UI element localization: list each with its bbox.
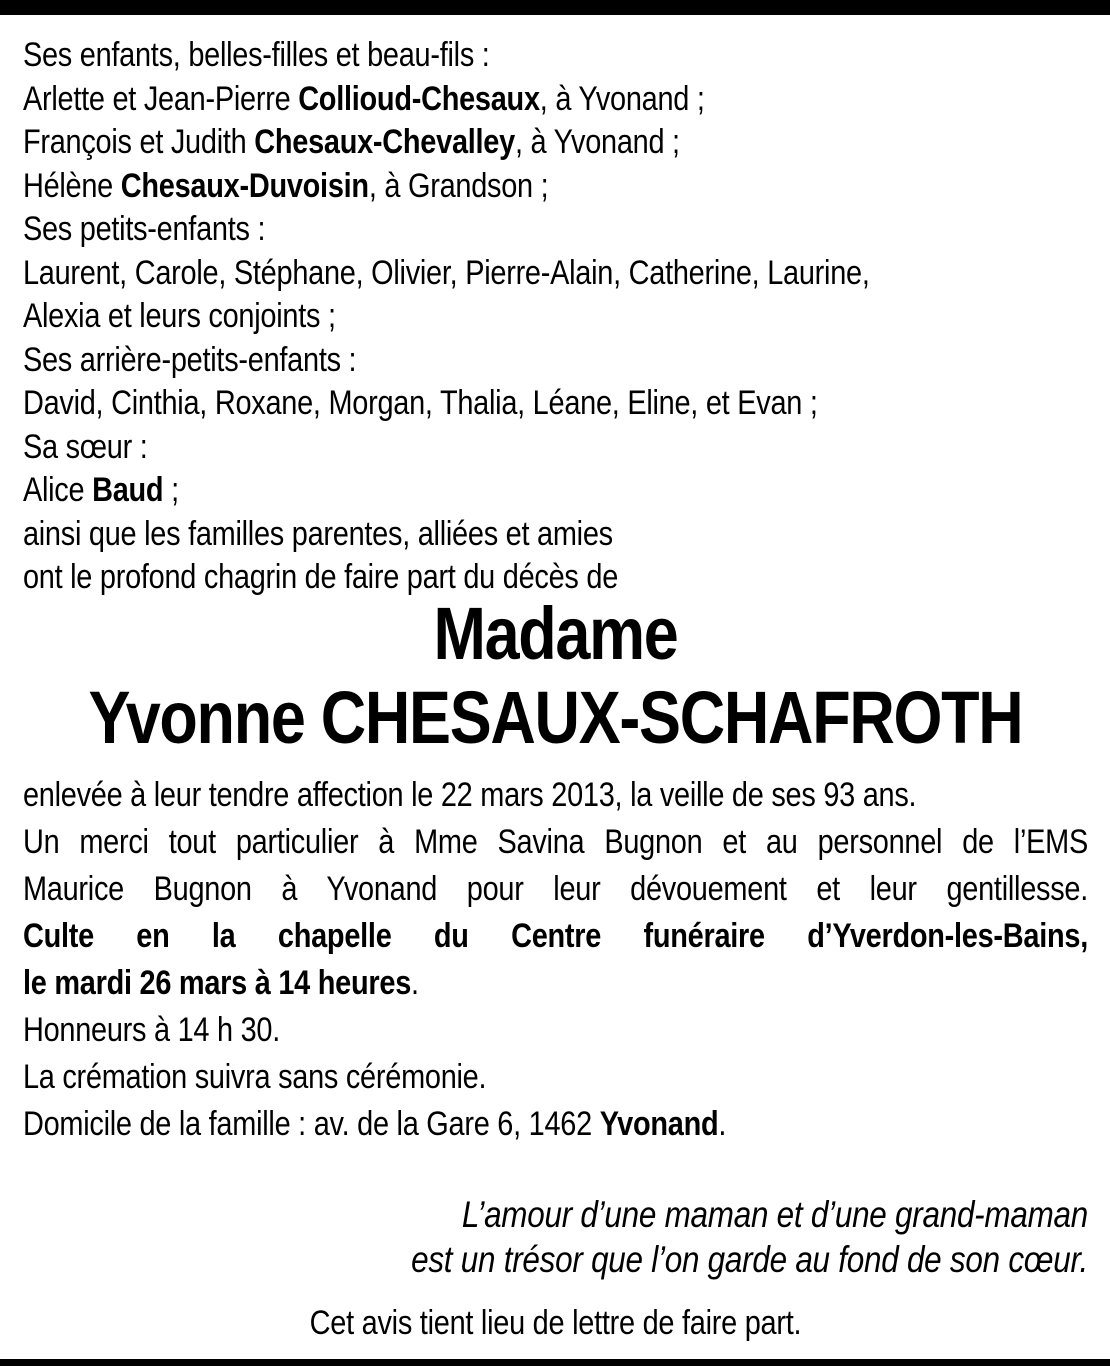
line-text: Maurice Bugnon à Yvonand pour leur dévouement et leur gentillesse.	[22, 869, 1089, 908]
detail-line-cremation	[23, 1054, 1088, 1101]
detail-line-domicile	[23, 1101, 1088, 1148]
line-text: Sa sœur :	[22, 427, 148, 466]
family-name-bold: Chesaux-Chevalley	[254, 123, 515, 161]
family-line	[23, 165, 1088, 209]
line-text: Domicile de la famille : av. de la Gare 6, 1462	[22, 1104, 600, 1143]
family-line	[23, 78, 1088, 122]
detail-line-thanks2	[23, 866, 1088, 913]
family-line	[23, 121, 1088, 165]
line-text: David, Cinthia, Roxane, Morgan, Thalia, Léane, Eline, et Evan ;	[22, 384, 818, 422]
line-text: , à Grandson ;	[368, 166, 549, 205]
line-text: enlevée à leur tendre affection le 22 mars 2013, la veille de ses 93 ans.	[22, 775, 917, 814]
family-name-bold: Collioud-Chesaux	[298, 79, 540, 118]
family-name-bold: Baud	[92, 471, 164, 509]
detail-line-thanks	[23, 819, 1088, 866]
line-text: Hélène	[22, 166, 121, 205]
line-text: François et Judith	[22, 123, 255, 161]
line-text: .	[411, 963, 419, 1002]
deceased-name: Yvonne CHESAUX-SCHAFROTH	[88, 675, 1023, 759]
family-list	[23, 34, 1088, 600]
line-text: Honneurs à 14 h 30.	[22, 1010, 281, 1049]
line-text: Ses arrière-petits-enfants :	[22, 340, 357, 379]
family-line	[23, 34, 1088, 78]
quote-line: est un trésor que l’on garde au fond de son cœur.	[411, 1238, 1088, 1280]
line-text: Arlette et Jean-Pierre	[22, 79, 299, 118]
detail-line-death	[23, 772, 1088, 819]
line-text: ont le profond chagrin de faire part du décès de	[22, 558, 619, 596]
line-text: ainsi que les familles parentes, alliées et amies	[22, 514, 613, 553]
family-line	[23, 426, 1088, 470]
notice-details	[23, 772, 1088, 1148]
line-text: Ses enfants, belles-filles et beau-fils :	[22, 36, 490, 74]
line-text: ;	[163, 471, 179, 509]
detail-line-service-date	[23, 960, 1088, 1007]
line-text: Alexia et leurs conjoints ;	[22, 297, 336, 335]
family-line	[23, 469, 1088, 513]
line-text: Alice	[22, 471, 93, 509]
memorial-quote	[23, 1192, 1088, 1282]
line-text: .	[718, 1104, 727, 1143]
bold-text: Yvonand	[599, 1104, 719, 1143]
family-line	[23, 252, 1088, 296]
line-text: Un merci tout particulier à Mme Savina Bugnon et au personnel de l’EMS	[22, 822, 1089, 861]
bottom-black-bar	[0, 1359, 1110, 1366]
detail-line-honneurs	[23, 1007, 1088, 1054]
family-line	[23, 513, 1088, 557]
deceased-title-block	[23, 592, 1088, 760]
family-line	[23, 339, 1088, 383]
line-text: Laurent, Carole, Stéphane, Olivier, Pierre-Alain, Catherine, Laurine,	[22, 253, 870, 292]
bold-text: le mardi 26 mars à 14 heures	[22, 963, 412, 1002]
line-text: , à Yvonand ;	[539, 79, 705, 118]
detail-line-service	[23, 913, 1088, 960]
footer-notice: Cet avis tient lieu de lettre de faire part.	[309, 1303, 802, 1342]
bold-text: Culte en la chapelle du Centre funéraire d’Yverdon-les-Bains,	[22, 916, 1089, 955]
line-text: La crémation suivra sans cérémonie.	[22, 1057, 487, 1096]
line-text: Ses petits-enfants :	[22, 210, 266, 248]
family-line	[23, 295, 1088, 339]
title-madame: Madame	[433, 591, 678, 675]
family-name-bold: Chesaux-Duvoisin	[120, 166, 369, 205]
line-text: , à Yvonand ;	[514, 123, 680, 161]
quote-line: L’amour d’une maman et d’une grand-maman	[461, 1193, 1089, 1235]
family-line	[23, 208, 1088, 252]
family-line	[23, 382, 1088, 426]
